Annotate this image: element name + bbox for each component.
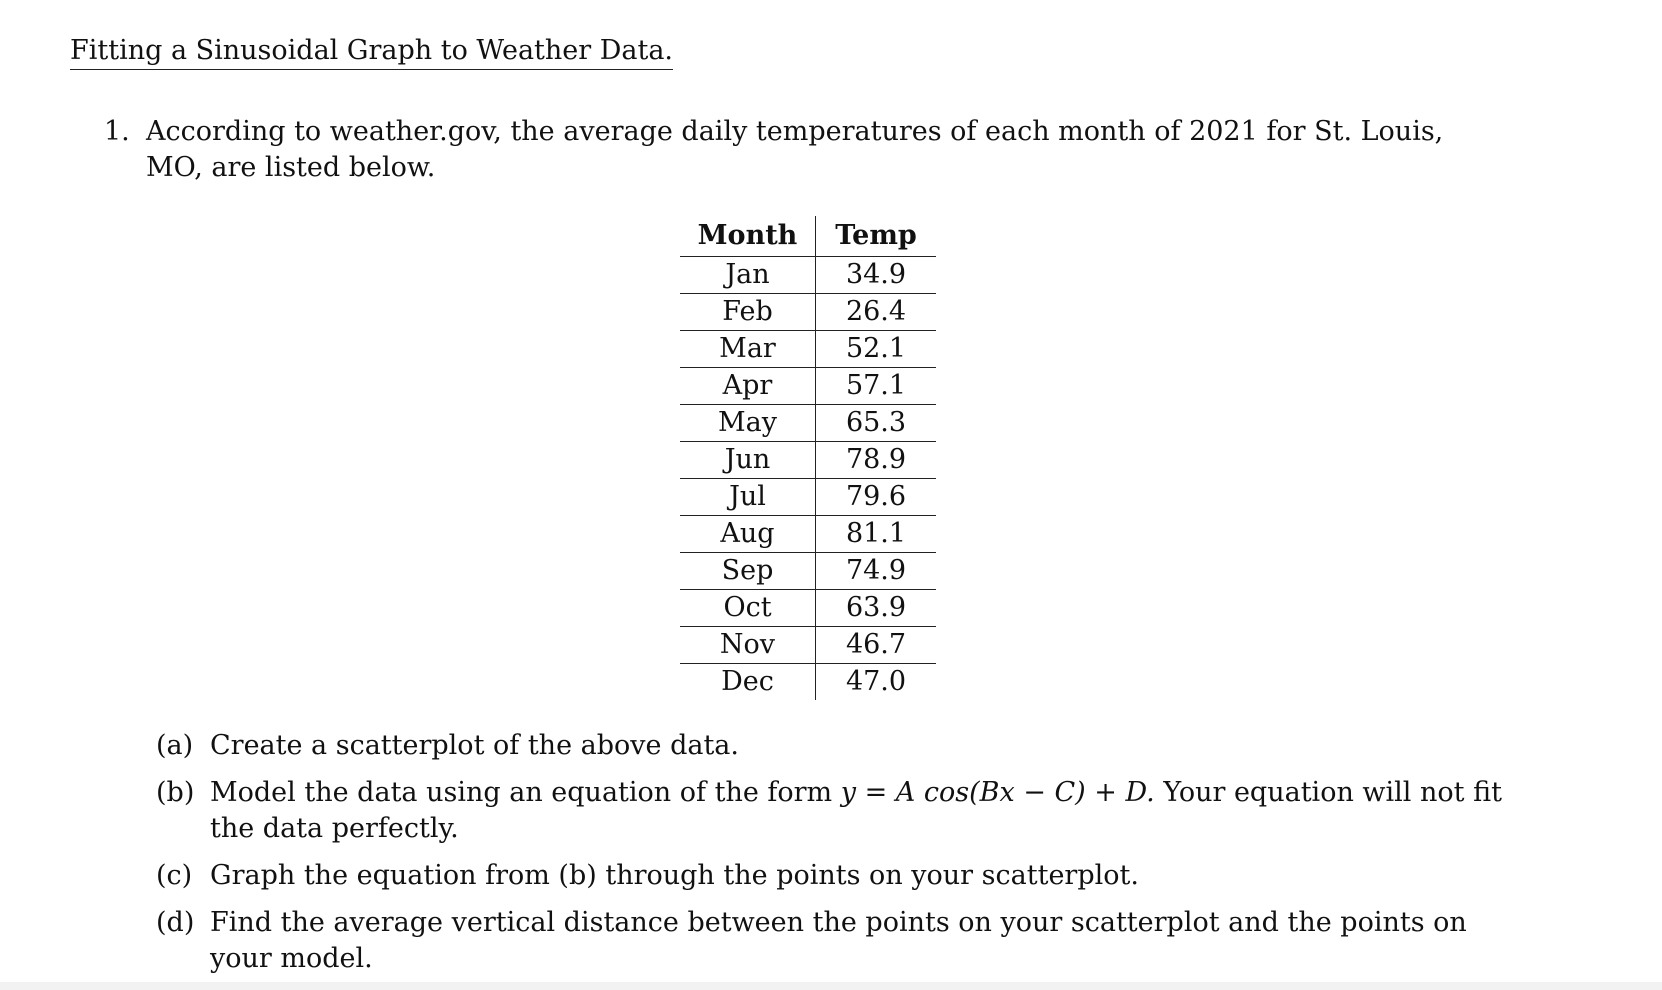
table-row [680,368,936,405]
month-cell: Mar [680,331,816,368]
table-header-row [680,216,936,257]
temp-cell: 74.9 [816,553,937,590]
part-label: (c) [156,860,193,891]
part-c [156,858,1536,894]
model-equation: y = A cos(Bx − C) + D. [840,777,1155,808]
part-label: (b) [156,777,195,808]
temp-cell: 26.4 [816,294,937,331]
table-row [680,331,936,368]
problem-text: According to weather.gov, the average daily temperatures of each month of 2021 for St. Louis, MO, are listed below. [146,116,1444,183]
table-row [680,590,936,627]
part-a [156,728,1536,764]
header-month: Month [680,216,816,257]
table-row [680,664,936,701]
problem-1 [104,114,1504,186]
table-row [680,294,936,331]
header-temp: Temp [816,216,937,257]
part-text: Create a scatterplot of the above data. [210,730,739,761]
part-b-text-after: Your equation will not fit the data perfectly. [210,777,1502,844]
month-cell: Apr [680,368,816,405]
temp-cell: 81.1 [816,516,937,553]
month-cell: Jan [680,257,816,294]
temp-cell: 52.1 [816,331,937,368]
month-cell: Jul [680,479,816,516]
table-row [680,257,936,294]
problem-parts [156,728,1536,988]
temp-cell: 78.9 [816,442,937,479]
part-label: (a) [156,730,194,761]
month-cell: Feb [680,294,816,331]
part-text: Find the average vertical distance between the points on your scatterplot and the points on your model. [210,907,1467,974]
page-bottom-edge [0,982,1662,990]
temp-cell: 46.7 [816,627,937,664]
table-row [680,516,936,553]
table-row [680,405,936,442]
temperature-table [680,216,936,700]
part-b [156,775,1536,847]
temp-cell: 65.3 [816,405,937,442]
month-cell: Aug [680,516,816,553]
month-cell: Jun [680,442,816,479]
temp-cell: 79.6 [816,479,937,516]
month-cell: Nov [680,627,816,664]
part-label: (d) [156,907,195,938]
month-cell: Dec [680,664,816,701]
month-cell: Sep [680,553,816,590]
table-row [680,442,936,479]
problem-number: 1. [104,116,130,147]
table-row [680,553,936,590]
temp-cell: 47.0 [845,666,907,697]
month-cell: Oct [680,590,816,627]
page-title: Fitting a Sinusoidal Graph to Weather Data. [70,34,673,70]
part-b-text-before: Model the data using an equation of the form [210,777,833,808]
table-row [680,479,936,516]
month-cell: May [680,405,816,442]
temp-cell: 57.1 [816,368,937,405]
part-text: Graph the equation from (b) through the points on your scatterplot. [210,860,1139,891]
table-row [680,627,936,664]
part-d [156,905,1536,977]
temp-cell: 63.9 [816,590,937,627]
temp-cell: 34.9 [816,257,937,294]
part-text [210,775,1510,847]
